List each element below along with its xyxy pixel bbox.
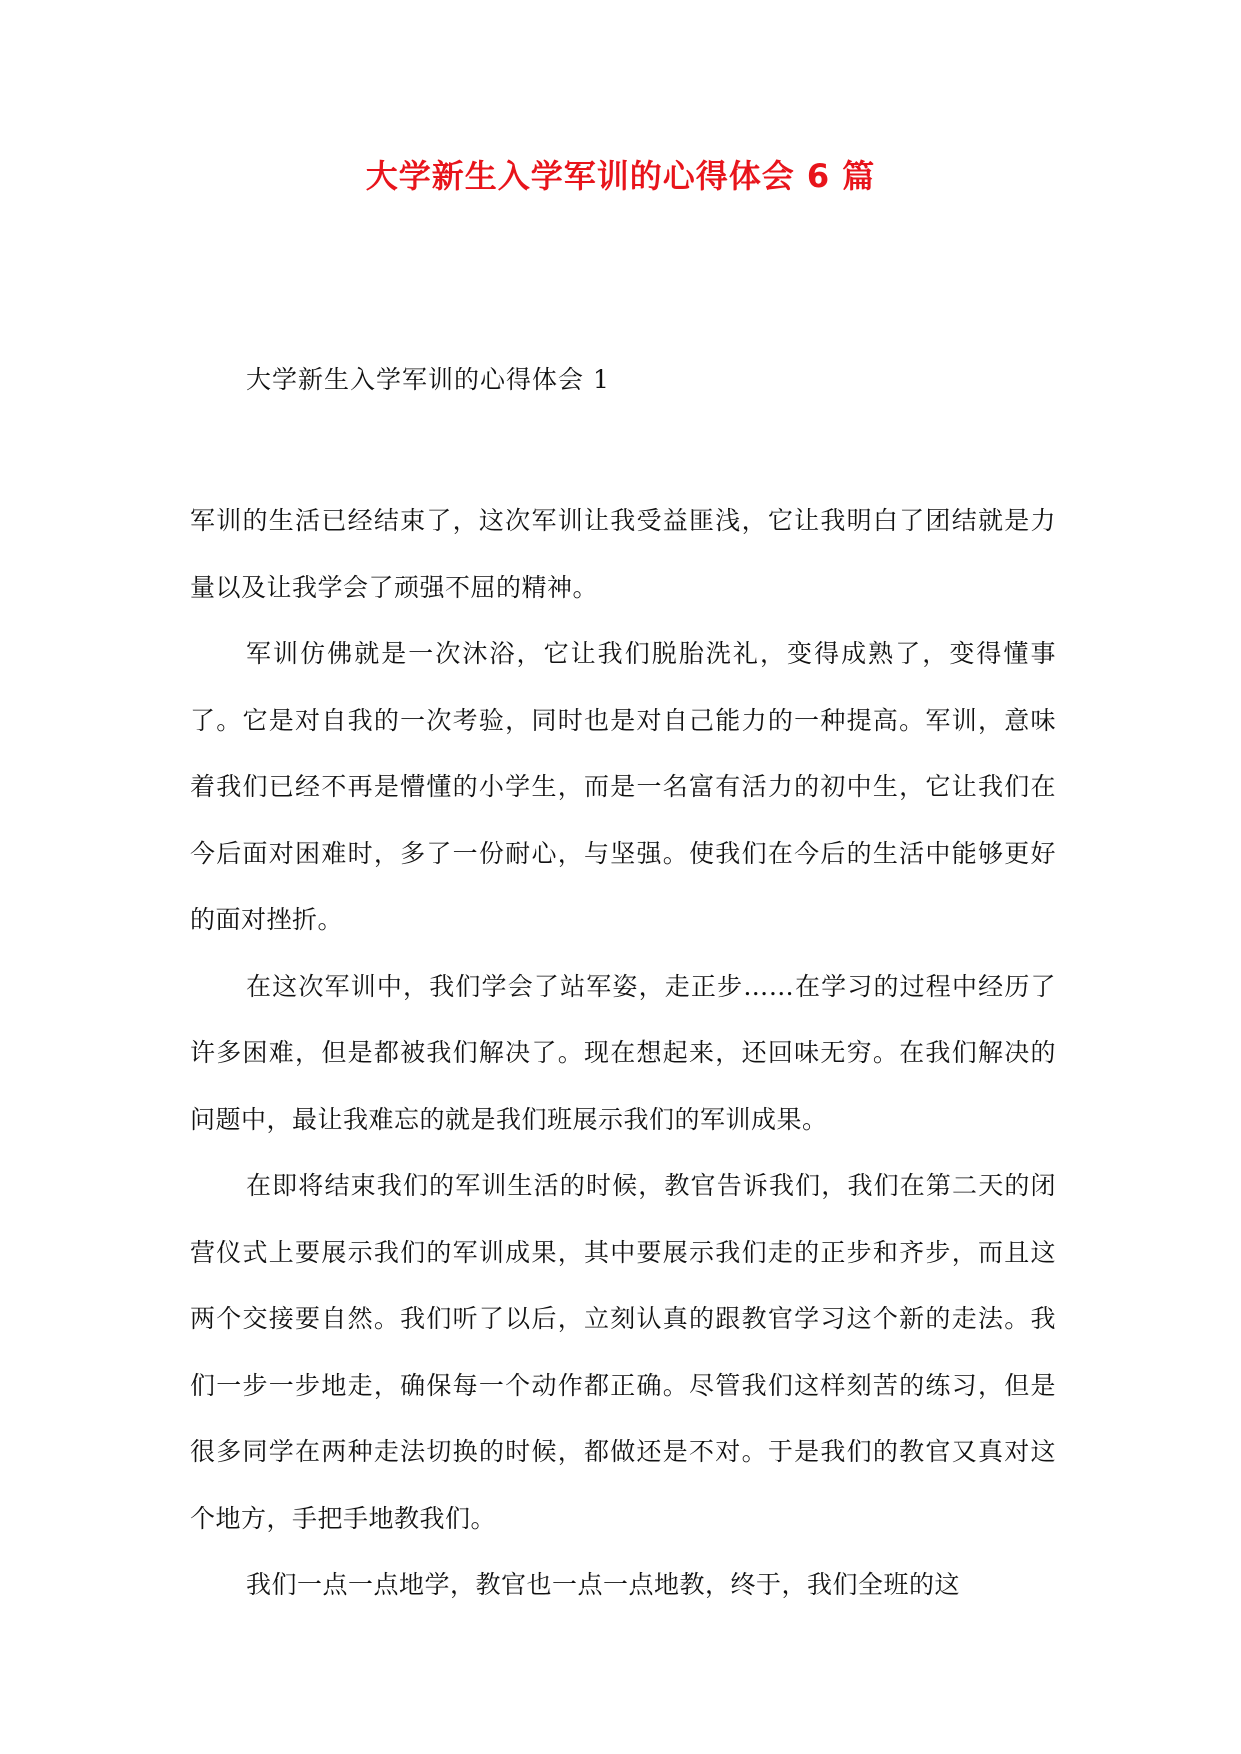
- paragraph-4: 在即将结束我们的军训生活的时候，教官告诉我们，我们在第二天的闭营仪式上要展示我们的军训成果，其中要展示我们走的正步和齐步，而且这两个交接要自然。我们听了以后，立刻认真的跟教官学习这个新的走法。我们一步一步地走，确保每一个动作都正确。尽管我们这样刻苦的练习，但是很多同学在两种走法切换的时候，都做还是不对。于是我们的教官又真对这个地方，手把手地教我们。: [190, 1171, 1056, 1533]
- body-text: [190, 488, 1056, 1619]
- section-heading: 大学新生入学军训的心得体会 1: [246, 365, 610, 394]
- paragraph-5: 我们一点一点地学，教官也一点一点地教，终于，我们全班的这: [246, 1570, 961, 1599]
- paragraph-1: 军训的生活已经结束了，这次军训让我受益匪浅，它让我明白了团结就是力量以及让我学会了顽强不屈的精神。: [190, 506, 1056, 602]
- document-title: 大学新生入学军训的心得体会 6 篇: [365, 157, 876, 195]
- paragraph-2: 军训仿佛就是一次沐浴，它让我们脱胎洗礼，变得成熟了，变得懂事了。它是对自我的一次考验，同时也是对自己能力的一种提高。军训，意味着我们已经不再是懵懂的小学生，而是一名富有活力的初中生，它让我们在今后面对困难时，多了一份耐心，与坚强。使我们在今后的生活中能够更好的面对挫折。: [190, 639, 1056, 934]
- paragraph-3: 在这次军训中，我们学会了站军姿，走正步……在学习的过程中经历了许多困难，但是都被我们解决了。现在想起来，还回味无穷。在我们解决的问题中，最让我难忘的就是我们班展示我们的军训成果。: [190, 971, 1056, 1134]
